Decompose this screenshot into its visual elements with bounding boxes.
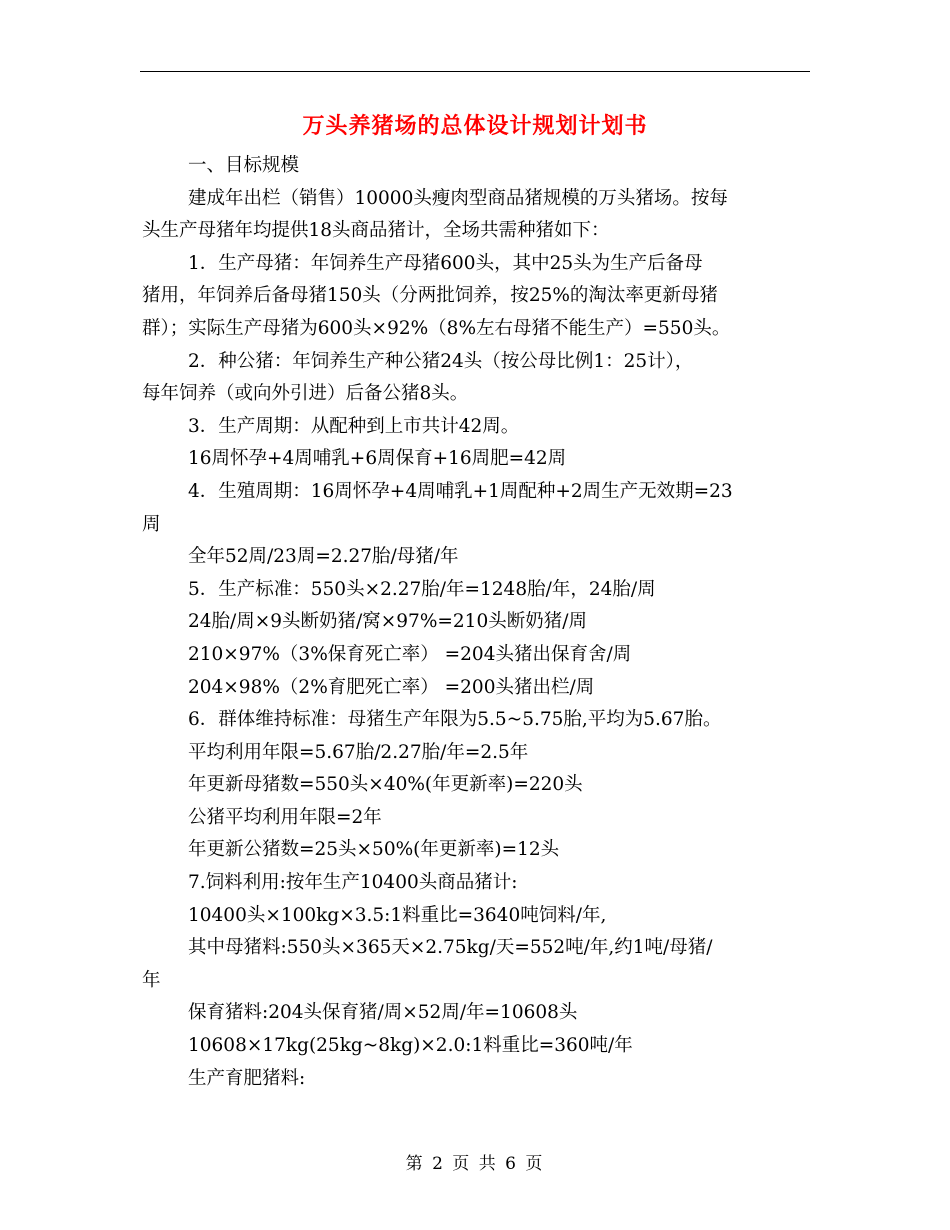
body-line: 7.饲料利用:按年生产10400头商品猪计: bbox=[188, 872, 518, 894]
body-line: 全年52周/23周=2.27胎/母猪/年 bbox=[188, 546, 459, 568]
body-line: 周 bbox=[142, 513, 161, 535]
body-line: 1．生产母猪：年饲养生产母猪600头，其中25头为生产后备母 bbox=[188, 252, 703, 274]
body-line: 2．种公猪：年饲养生产种公猪24头（按公母比例1：25计）， bbox=[188, 350, 694, 372]
body-line: 年更新公猪数=25头×50%(年更新率)=12头 bbox=[188, 839, 560, 861]
body-line: 生产育肥猪料: bbox=[188, 1067, 306, 1089]
body-line: 一、目标规模 bbox=[188, 155, 300, 176]
body-line: 每年饲养（或向外引进）后备公猪8头。 bbox=[142, 383, 469, 405]
header-rule bbox=[140, 71, 810, 72]
body-line: 群）；实际生产母猪为600头×92%（8%左右母猪不能生产）=550头。 bbox=[142, 317, 731, 339]
body-line: 10400头×100kg×3.5:1料重比=3640吨饲料/年, bbox=[188, 904, 607, 926]
body-line: 年 bbox=[142, 969, 161, 991]
body-line: 4．生殖周期：16周怀孕+4周哺乳+1周配种+2周生产无效期=23 bbox=[188, 480, 733, 502]
body-line: 建成年出栏（销售）10000头瘦肉型商品猪规模的万头猪场。按每 bbox=[188, 187, 728, 209]
body-line: 公猪平均利用年限=2年 bbox=[188, 806, 382, 828]
document-body bbox=[142, 150, 814, 1095]
body-line: 年更新母猪数=550头×40%(年更新率)=220头 bbox=[188, 774, 583, 796]
body-line: 204×98%（2%育肥死亡率） =200头猪出栏/周 bbox=[188, 676, 595, 698]
body-line: 210×97%（3%保育死亡率） =204头猪出保育舍/周 bbox=[188, 643, 632, 665]
page-footer: 第 2 页 共 6 页 bbox=[405, 1154, 545, 1174]
body-line: 24胎/周×9头断奶猪/窝×97%=210头断奶猪/周 bbox=[188, 611, 587, 633]
body-line: 6．群体维持标准：母猪生产年限为5.5~5.75胎,平均为5.67胎。 bbox=[188, 709, 722, 731]
body-line: 3．生产周期：从配种到上市共计42周。 bbox=[188, 415, 520, 437]
body-line: 10608×17kg(25kg~8kg)×2.0:1料重比=360吨/年 bbox=[188, 1035, 633, 1057]
body-line: 16周怀孕+4周哺乳+6周保育+16周肥=42周 bbox=[188, 448, 567, 470]
document-title: 万头养猪场的总体设计规划计划书 bbox=[302, 113, 648, 139]
body-line: 其中母猪料:550头×365天×2.75kg/天=552吨/年,约1吨/母猪/ bbox=[188, 937, 713, 959]
body-line: 5．生产标准：550头×2.27胎/年=1248胎/年，24胎/周 bbox=[188, 578, 656, 600]
body-line: 平均利用年限=5.67胎/2.27胎/年=2.5年 bbox=[188, 741, 529, 763]
body-line: 猪用，年饲养后备母猪150头（分两批饲养，按25%的淘汰率更新母猪 bbox=[142, 285, 718, 307]
body-line: 头生产母猪年均提供18头商品猪计，全场共需种猪如下： bbox=[142, 220, 610, 242]
body-line: 保育猪料:204头保育猪/周×52周/年=10608头 bbox=[188, 1002, 578, 1024]
